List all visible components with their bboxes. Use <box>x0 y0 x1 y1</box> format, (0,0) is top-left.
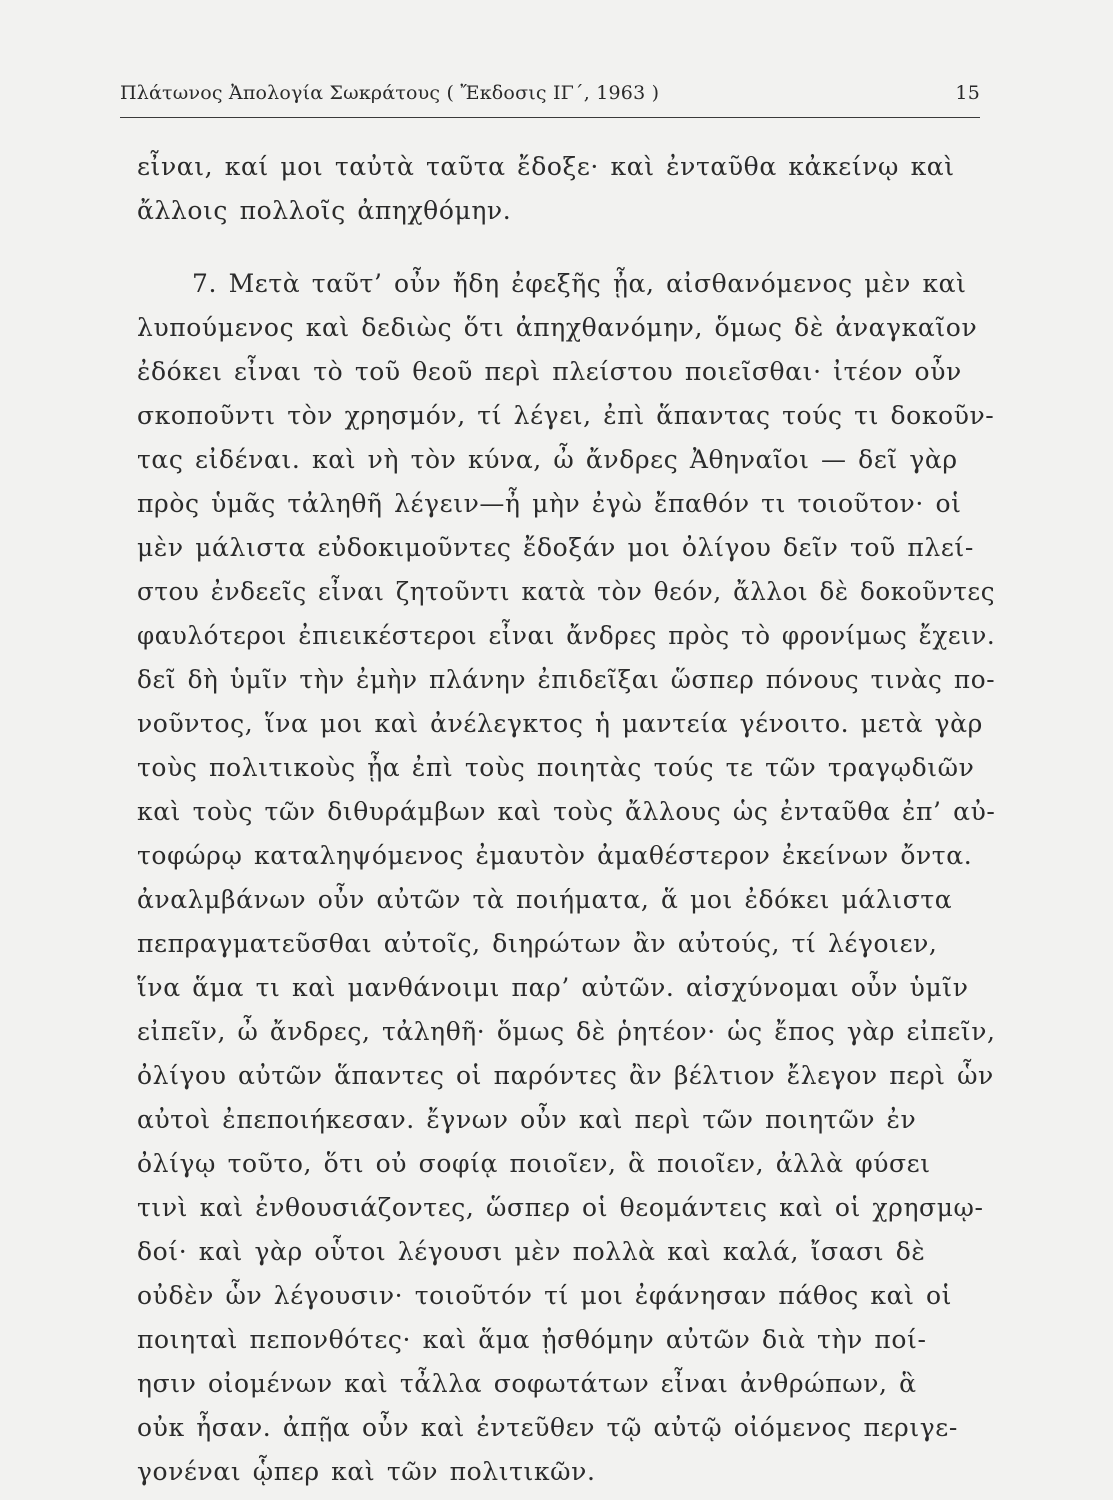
text-line: δοί· καὶ γὰρ οὗτοι λέγουσι μὲν πολλὰ καὶ καλά, ἴσασι δὲ <box>137 1237 926 1266</box>
text-line: τοὺς πολιτικοὺς ᾖα ἐπὶ τοὺς ποιητὰς τούς τε τῶν τραγῳδιῶν <box>137 753 975 782</box>
text-line: οὐκ ἦσαν. ἀπῇα οὖν καὶ ἐντεῦθεν τῷ αὐτῷ οἰόμενος περιγε- <box>137 1413 958 1442</box>
text-line: στου ἐνδεεῖς εἶναι ζητοῦντι κατὰ τὸν θεόν, ἄλλοι δὲ δοκοῦντες <box>137 577 996 606</box>
text-line: τοφώρῳ καταληψόμενος ἐμαυτὸν ἀμαθέστερον ἐκείνων ὄντα. <box>137 841 973 870</box>
text-line: τας εἰδέναι. καὶ νὴ τὸν κύνα, ὦ ἄνδρες Ἀθηναῖοι — δεῖ γὰρ <box>137 445 958 474</box>
text-line: μὲν μάλιστα εὐδοκιμοῦντες ἔδοξάν μοι ὀλίγου δεῖν τοῦ πλεί- <box>137 533 974 562</box>
text-line: ὀλίγου αὐτῶν ἅπαντες οἱ παρόντες ἂν βέλτιον ἔλεγον περὶ ὧν <box>137 1061 994 1090</box>
text-line: εἶναι, καί μοι ταὐτὰ ταῦτα ἔδοξε· καὶ ἐνταῦθα κἀκείνῳ καὶ <box>137 152 955 181</box>
page-number: 15 <box>955 82 980 104</box>
text-line: νοῦντος, ἵνα μοι καὶ ἀνέλεγκτος ἡ μαντεία γένοιτο. μετὰ γὰρ <box>137 709 983 738</box>
text-line: ἵνα ἅμα τι καὶ μανθάνοιμι παρ’ αὐτῶν. αἰσχύνομαι οὖν ὑμῖν <box>137 973 969 1002</box>
text-line: ποιηταὶ πεπονθότες· καὶ ἅμα ᾐσθόμην αὐτῶν διὰ τὴν ποί- <box>137 1325 927 1354</box>
text-line: καὶ τοὺς τῶν διθυράμβων καὶ τοὺς ἄλλους ὡς ἐνταῦθα ἐπ’ αὐ- <box>137 797 996 826</box>
text-line: τινὶ καὶ ἐνθουσιάζοντες, ὥσπερ οἱ θεομάντεις καὶ οἱ χρησμῳ- <box>137 1193 984 1222</box>
header-rule <box>120 117 980 118</box>
text-line: φαυλότεροι ἐπιεικέστεροι εἶναι ἄνδρες πρὸς τὸ φρονίμως ἔχειν. <box>137 621 996 650</box>
text-line: ἀναλμβάνων οὖν αὐτῶν τὰ ποιήματα, ἅ μοι ἐδόκει μάλιστα <box>137 885 953 914</box>
text-line: ἄλλοις πολλοῖς ἀπηχθόμην. <box>137 196 512 225</box>
text-line: οὐδὲν ὧν λέγουσιν· τοιοῦτόν τί μοι ἐφάνησαν πάθος καὶ οἱ <box>137 1281 953 1310</box>
text-line: γονέναι ᾧπερ καὶ τῶν πολιτικῶν. <box>137 1457 596 1486</box>
running-header <box>120 82 980 112</box>
text-line: ησιν οἰομένων καὶ τἆλλα σοφωτάτων εἶναι ἀνθρώπων, ἃ <box>137 1369 917 1398</box>
text-line: πρὸς ὑμᾶς τἀληθῆ λέγειν—ἦ μὴν ἐγὼ ἔπαθόν τι τοιοῦτον· οἱ <box>137 489 962 518</box>
text-line: δεῖ δὴ ὑμῖν τὴν ἐμὴν πλάνην ἐπιδεῖξαι ὥσπερ πόνους τινὰς πο- <box>137 665 996 694</box>
text-line: πεπραγματεῦσθαι αὐτοῖς, διηρώτων ἂν αὐτούς, τί λέγοιεν, <box>137 929 938 958</box>
header-title: Πλάτωνος Ἀπολογία Σωκράτους ( Ἔκδοσις ΙΓ΄, 1963 ) <box>120 82 660 104</box>
text-line: ἐδόκει εἶναι τὸ τοῦ θεοῦ περὶ πλείστου ποιεῖσθαι· ἰτέον οὖν <box>137 357 962 386</box>
paragraph-start-line: 7. Μετὰ ταῦτ’ οὖν ἤδη ἐφεξῆς ᾖα, αἰσθανόμενος μὲν καὶ <box>192 269 967 298</box>
text-line: σκοποῦντι τὸν χρησμόν, τί λέγει, ἐπὶ ἅπαντας τούς τι δοκοῦν- <box>137 401 995 430</box>
text-line: αὐτοὶ ἐπεποιήκεσαν. ἔγνων οὖν καὶ περὶ τῶν ποιητῶν ἐν <box>137 1105 917 1134</box>
text-line: εἰπεῖν, ὦ ἄνδρες, τἀληθῆ· ὅμως δὲ ῥητέον· ὡς ἔπος γὰρ εἰπεῖν, <box>137 1017 996 1046</box>
text-line: λυπούμενος καὶ δεδιὼς ὅτι ἀπηχθανόμην, ὅμως δὲ ἀναγκαῖον <box>137 313 978 342</box>
text-line: ὀλίγῳ τοῦτο, ὅτι οὐ σοφίᾳ ποιοῖεν, ἃ ποιοῖεν, ἀλλὰ φύσει <box>137 1149 931 1178</box>
